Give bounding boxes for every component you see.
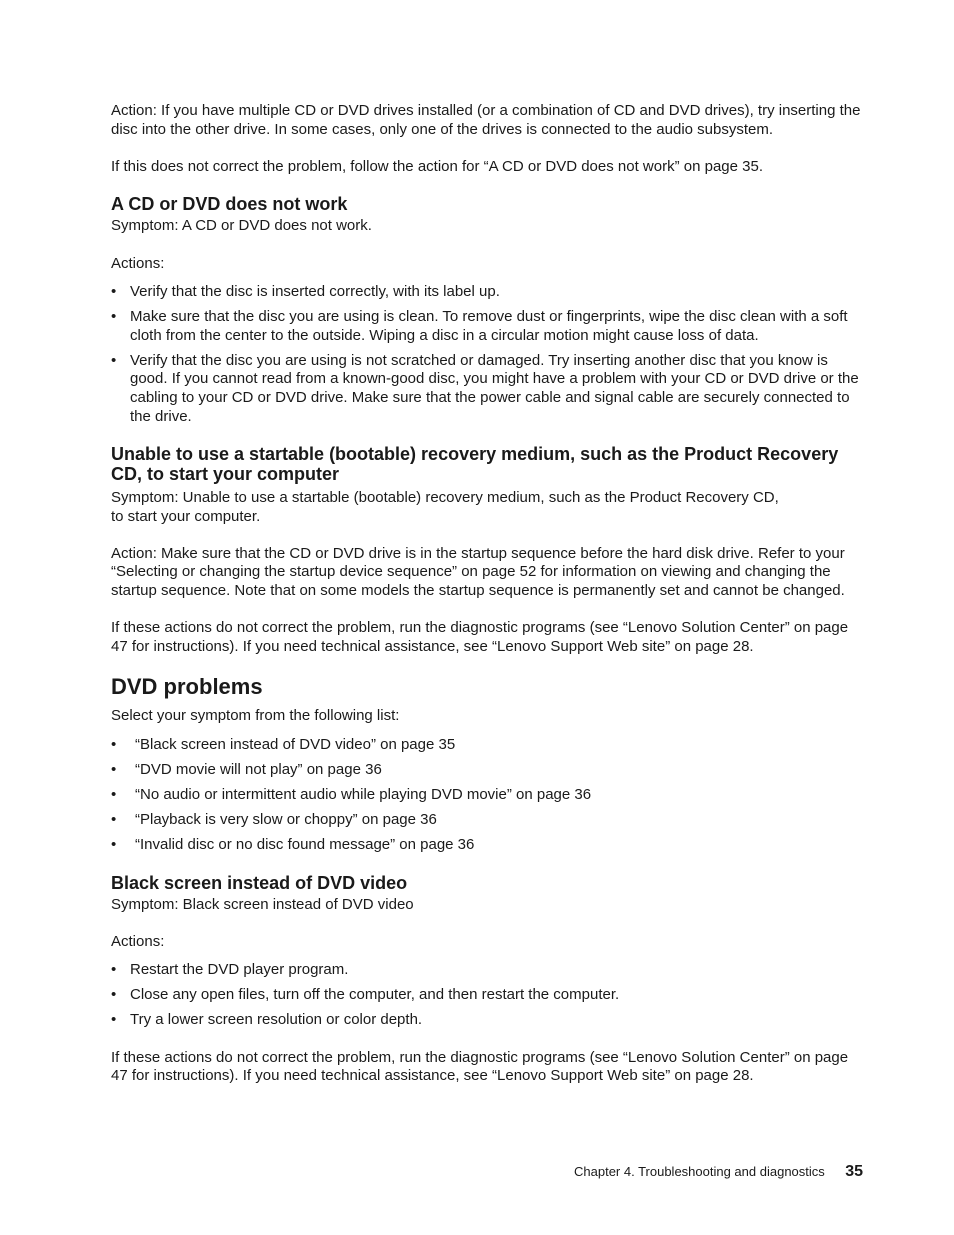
intro-followup: If this does not correct the problem, follow the action for “A CD or DVD does not work” on page 35. <box>111 157 763 175</box>
list-item: • Try a lower screen resolution or color depth. <box>111 1011 423 1029</box>
page-content <box>111 102 863 1086</box>
bootable-followup: If these actions do not correct the problem, run the diagnostic programs (see “Lenovo Solution Center” on page 47 for instructions). If you need technical assistance, see “Lenovo Support Web site” on page 28. <box>111 619 849 655</box>
bullet-icon: • <box>111 986 117 1004</box>
bootable-symptom-line1: Symptom: Unable to use a startable (bootable) recovery medium, such as the Product Recovery CD, <box>111 489 779 507</box>
bullet-icon: • <box>111 351 117 369</box>
bootable-symptom-line2: to start your computer. <box>111 507 261 525</box>
bullet-icon: • <box>111 961 117 979</box>
symptom-link[interactable]: • “No audio or intermittent audio while playing DVD movie” on page 36 <box>111 786 592 803</box>
heading-dvd-problems: DVD problems <box>111 674 263 700</box>
black-actions-label: Actions: <box>111 932 165 950</box>
black-followup: If these actions do not correct the problem, run the diagnostic programs (see “Lenovo Solution Center” on page 47 for instructions). If you need technical assistance, see “Lenovo Support Web site” on page 28. <box>111 1048 849 1085</box>
symptom-link[interactable]: • “Invalid disc or no disc found message” on page 36 <box>111 835 475 853</box>
intro-action: Action: If you have multiple CD or DVD drives installed (or a combination of CD and DVD drives), try inserting the disc into the other drive. In some cases, only one of the drives is connected to the audio subsystem. <box>111 102 861 138</box>
bullet-icon: • <box>111 835 117 853</box>
bullet-icon: • <box>111 810 117 828</box>
heading-bootable: Unable to use a startable (bootable) recovery medium, such as the Product Recovery CD, to start your computer <box>111 444 839 485</box>
bullet-icon: • <box>111 786 117 803</box>
bullet-icon: • <box>111 761 117 779</box>
cd-actions-list <box>111 283 863 426</box>
dvd-symptom-list <box>111 736 863 855</box>
bullet-icon: • <box>111 283 117 301</box>
page-number: 35 <box>845 1163 863 1180</box>
list-item: • Close any open files, turn off the computer, and then restart the computer. <box>111 986 620 1004</box>
black-symptom: Symptom: Black screen instead of DVD video <box>111 895 414 913</box>
bullet-icon: • <box>111 736 117 754</box>
dvd-intro: Select your symptom from the following list: <box>111 707 400 725</box>
list-item: • Make sure that the disc you are using is clean. To remove dust or fingerprints, wipe the disc clean with a soft cloth from the center to the outside. Wiping a disc in a circular motion might cause loss of data. <box>111 308 848 344</box>
symptom-link[interactable]: • “Black screen instead of DVD video” on page 35 <box>111 736 456 754</box>
footer-chapter: Chapter 4. Troubleshooting and diagnostics <box>574 1164 825 1179</box>
bullet-icon: • <box>111 308 117 326</box>
heading-cd-not-work: A CD or DVD does not work <box>111 194 348 215</box>
list-item: • Restart the DVD player program. <box>111 961 349 979</box>
symptom-link[interactable]: • “DVD movie will not play” on page 36 <box>111 761 382 779</box>
cd-actions-label: Actions: <box>111 254 165 272</box>
bullet-icon: • <box>111 1011 117 1029</box>
list-item: • Verify that the disc you are using is not scratched or damaged. Try inserting another disc that you know is good. If you cannot read from a known-good disc, you might have a problem with your CD or DVD drive or the cabling to your CD or DVD drive. Make sure that the power cable and signal cable are securely connected to the drive. <box>111 351 859 425</box>
bootable-action: Action: Make sure that the CD or DVD drive is in the startup sequence before the hard disk drive. Refer to your “Selecting or changing the startup device sequence” on page 52 for information on viewing and changing the startup sequence. Note that on some models the startup sequence is permanently set and cannot be changed. <box>111 544 845 600</box>
symptom-link[interactable]: • “Playback is very slow or choppy” on page 36 <box>111 810 437 828</box>
page-footer <box>574 1163 863 1181</box>
black-actions-list <box>111 961 863 1030</box>
list-item: • Verify that the disc is inserted correctly, with its label up. <box>111 283 500 301</box>
cd-symptom: Symptom: A CD or DVD does not work. <box>111 217 372 235</box>
heading-black-screen: Black screen instead of DVD video <box>111 872 408 893</box>
